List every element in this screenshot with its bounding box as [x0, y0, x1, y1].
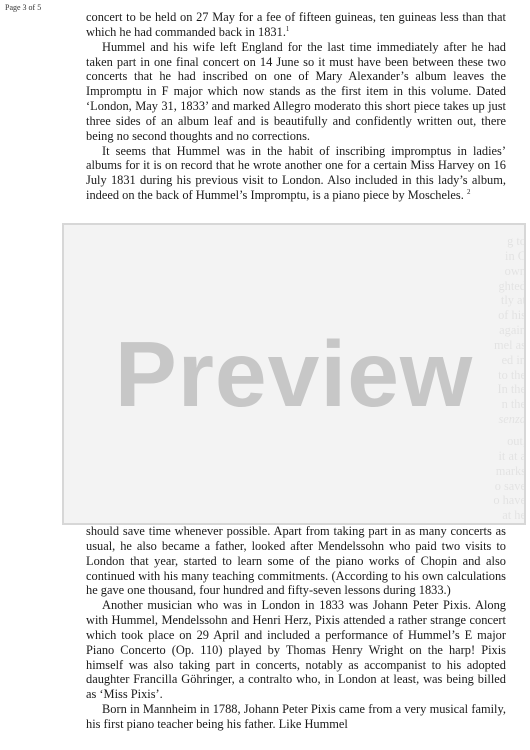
- paragraph: [86, 40, 506, 144]
- paragraph-text: It seems that Hummel was in the habit of inscribing impromptus in ladies’ albums for it is on record that he wrote another one for a certain Miss Harvey on 16 July 1831 during his previous visit to London. Also included in this lady’s album, indeed on the back of Hummel’s Impromptu, is a piano piece by Moscheles.: [86, 143, 506, 203]
- document-body-lower: [86, 524, 506, 732]
- preview-watermark-overlay: [62, 223, 526, 525]
- footnote-mark: 2: [466, 188, 471, 196]
- paragraph-text: concert to be held on 27 May for a fee of fifteen guineas, ten guineas less than that which he had commanded back in 1831.: [86, 10, 506, 39]
- document-body-top: [86, 10, 506, 203]
- footnote-mark: 1: [285, 24, 290, 33]
- paragraph: [86, 144, 506, 203]
- paragraph-text: Born in Mannheim in 1788, Johann Peter Pixis came from a very musical family, his first piano teacher being his father. Like Hummel: [86, 702, 506, 731]
- paragraph-text: Another musician who was in London in 1833 was Johann Peter Pixis. Along with Hummel, Mendelssohn and Henri Herz, Pixis attended a rather strange concert which took place on 29 April and included a performance of Hummel’s E major Piano Concerto (Op. 110) played by Thomas Henry Wright on the harp! Pixis himself was also taking part in concerts, notably as accompanist to his adopted daughter Francilla Göhringer, a contralto who, in London at least, was being billed as ‘Miss Pixis’.: [86, 598, 506, 702]
- paragraph: [86, 598, 506, 702]
- paragraph-text: should save time whenever possible. Apart from taking part in as many concerts as usual, he also became a father, looked after Mendelssohn who paid two visits to London that year, started to learn some of the piano works of Chopin and also continued with his many teaching commitments. (According to his own calculations he gave one thousand, four hundred and fifty-seven lessons during 1833.): [86, 524, 506, 598]
- paragraph-text: Hummel and his wife left England for the last time immediately after he had taken part in one final concert on 14 June so it must have been between these two concerts that he had inscribed on one of Mary Alexander’s album leaves the Impromptu in F major which now stands as the first item in this volume. Dated ‘London, May 31, 1833’ and marked Allegro moderato this short piece takes up just three sides of an album leaf and is beautifully and confidently written out, there being no second thoughts and no corrections.: [86, 39, 506, 143]
- paragraph: [86, 702, 506, 732]
- paragraph: [86, 524, 506, 598]
- page-indicator: Page 3 of 5: [5, 3, 42, 12]
- preview-watermark-label: Preview: [114, 321, 474, 426]
- paragraph: [86, 10, 506, 40]
